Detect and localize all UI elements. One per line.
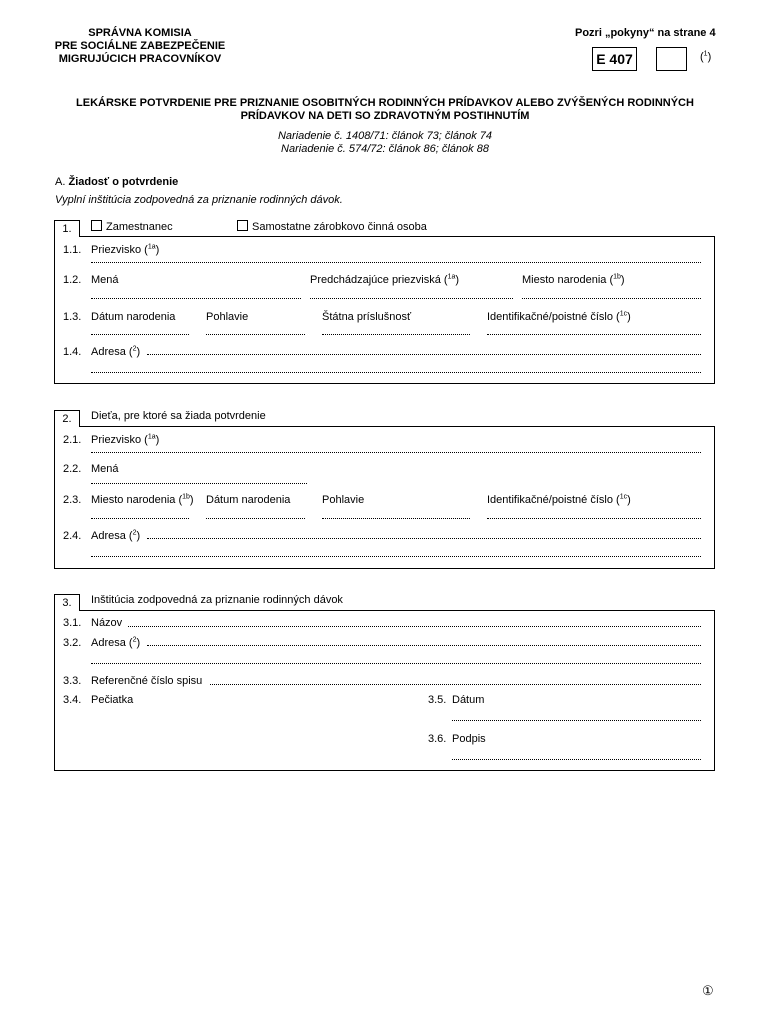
form-title	[40, 97, 730, 123]
field-institution-address-line-1[interactable]	[147, 645, 701, 646]
label-child-address: Adresa ($^2$)	[91, 529, 141, 542]
label-child-birthplace: Miesto narodenia ($^{1b}$)	[91, 493, 194, 506]
row-number: 3.2.	[63, 637, 82, 649]
label-institution-name: Názov	[91, 617, 123, 629]
label-child-id-number: Identifikačné/poistné číslo ($^{1c}$)	[487, 493, 631, 506]
field-institution-address-line-2[interactable]	[91, 663, 701, 664]
label-id-number: Identifikačné/poistné číslo ($^{1c}$)	[487, 310, 631, 323]
page-number-mark: ①	[702, 983, 714, 998]
field-child-address-line-2[interactable]	[91, 556, 701, 557]
org-line-1: SPRÁVNA KOMISIA	[88, 27, 192, 39]
row-number: 2.1.	[63, 434, 82, 446]
field-child-birth-date[interactable]	[206, 518, 305, 519]
field-previous-surnames[interactable]	[310, 298, 513, 299]
label-previous-surnames: Predchádzajúce priezviská ($^{1a}$)	[310, 273, 460, 286]
field-institution-name[interactable]	[128, 626, 701, 627]
row-number: 2.3.	[63, 494, 82, 506]
org-line-3: MIGRUJÚCICH PRACOVNÍKOV	[58, 53, 222, 65]
label-birthplace: Miesto narodenia ($^{1b}$)	[522, 273, 625, 286]
org-line-2: PRE SOCIÁLNE ZABEZPEČENIE	[54, 40, 226, 52]
row-number: 2.2.	[63, 463, 82, 475]
row-number: 1.2.	[63, 274, 82, 286]
field-child-address-line-1[interactable]	[147, 538, 701, 539]
field-address-line-1[interactable]	[147, 354, 701, 355]
regulations	[40, 130, 730, 156]
field-sex[interactable]	[206, 334, 305, 335]
label-date: Dátum	[452, 694, 485, 706]
row-number: 3.1.	[63, 617, 82, 629]
label-first-names: Mená	[91, 274, 119, 286]
row-number: 3.3.	[63, 675, 82, 687]
label-birth-date: Dátum narodenia	[91, 311, 176, 323]
row-number: 1.4.	[63, 346, 82, 358]
label-address: Adresa ($^2$)	[91, 345, 141, 358]
title-line-1: LEKÁRSKE POTVRDENIE PRE PRIZNANIE OSOBITNÝCH RODINNÝCH PRÍDAVKOV ALEBO ZVÝŠENÝCH RODINNÝCH	[76, 97, 694, 109]
section-2-number: 2.	[54, 410, 80, 427]
section-1-number: 1.	[54, 220, 80, 237]
field-first-names[interactable]	[91, 298, 301, 299]
label-child-birth-date: Dátum narodenia	[206, 494, 291, 506]
row-number: 2.4.	[63, 530, 82, 542]
title-line-2: PRÍDAVKOV NA DETI SO ZDRAVOTNÝM POSTIHNUTÍM	[240, 110, 530, 122]
regulation-1: Nariadenie č. 1408/71: článok 73; článok 74	[277, 130, 493, 142]
checkbox-self-employed[interactable]: Samostatne zárobkovo činná osoba	[237, 220, 427, 233]
section-3-box	[54, 610, 715, 771]
label-child-surname: Priezvisko ($^{1a}$)	[91, 433, 160, 446]
row-number: 3.5.	[428, 694, 447, 706]
row-number: 3.6.	[428, 733, 447, 745]
label-nationality: Štátna príslušnosť	[322, 311, 412, 323]
label-sex: Pohlavie	[206, 311, 249, 323]
field-birthplace[interactable]	[522, 298, 701, 299]
label-stamp: Pečiatka	[91, 694, 134, 706]
label-institution-address: Adresa ($^2$)	[91, 636, 141, 649]
form-number-field[interactable]	[656, 47, 687, 71]
section-2-heading: Dieťa, pre ktoré sa žiada potvrdenie	[91, 410, 266, 422]
row-number: 1.3.	[63, 311, 82, 323]
field-date[interactable]	[452, 720, 701, 721]
row-number: 3.4.	[63, 694, 82, 706]
field-child-id-number[interactable]	[487, 518, 701, 519]
row-number: 1.1.	[63, 244, 82, 256]
pozri-note: Pozri „pokyny“ na strane 4	[575, 27, 716, 39]
section-1-box	[54, 236, 715, 384]
label-child-first-names: Mená	[91, 463, 119, 475]
field-child-birthplace[interactable]	[91, 518, 189, 519]
field-id-number[interactable]	[487, 334, 701, 335]
checkbox-employee[interactable]: Zamestnanec	[91, 220, 173, 233]
label-surname: Priezvisko ($^{1a}$)	[91, 243, 160, 256]
section-3-number: 3.	[54, 594, 80, 611]
form-code-box: E 407	[592, 47, 637, 71]
field-child-sex[interactable]	[322, 518, 470, 519]
checkbox-icon	[91, 220, 102, 231]
field-child-surname[interactable]	[91, 452, 701, 453]
field-reference-number[interactable]	[210, 684, 701, 685]
field-child-first-names[interactable]	[91, 483, 307, 484]
field-signature[interactable]	[452, 759, 701, 760]
form-note: ($^1$)	[700, 50, 712, 63]
section-a-heading: A. Žiadosť o potvrdenie	[55, 176, 179, 188]
section-3-heading: Inštitúcia zodpovedná za priznanie rodinných dávok	[91, 594, 343, 606]
section-a-instruction: Vyplní inštitúcia zodpovedná za priznanie rodinných dávok.	[55, 194, 343, 206]
checkbox-icon	[237, 220, 248, 231]
org-name	[40, 27, 240, 66]
regulation-2: Nariadenie č. 574/72: článok 86; článok 88	[281, 143, 489, 155]
field-address-line-2[interactable]	[91, 372, 701, 373]
label-signature: Podpis	[452, 733, 486, 745]
field-birth-date[interactable]	[91, 334, 189, 335]
field-surname[interactable]	[91, 262, 701, 263]
label-reference-number: Referenčné číslo spisu	[91, 675, 203, 687]
field-nationality[interactable]	[322, 334, 470, 335]
label-child-sex: Pohlavie	[322, 494, 365, 506]
